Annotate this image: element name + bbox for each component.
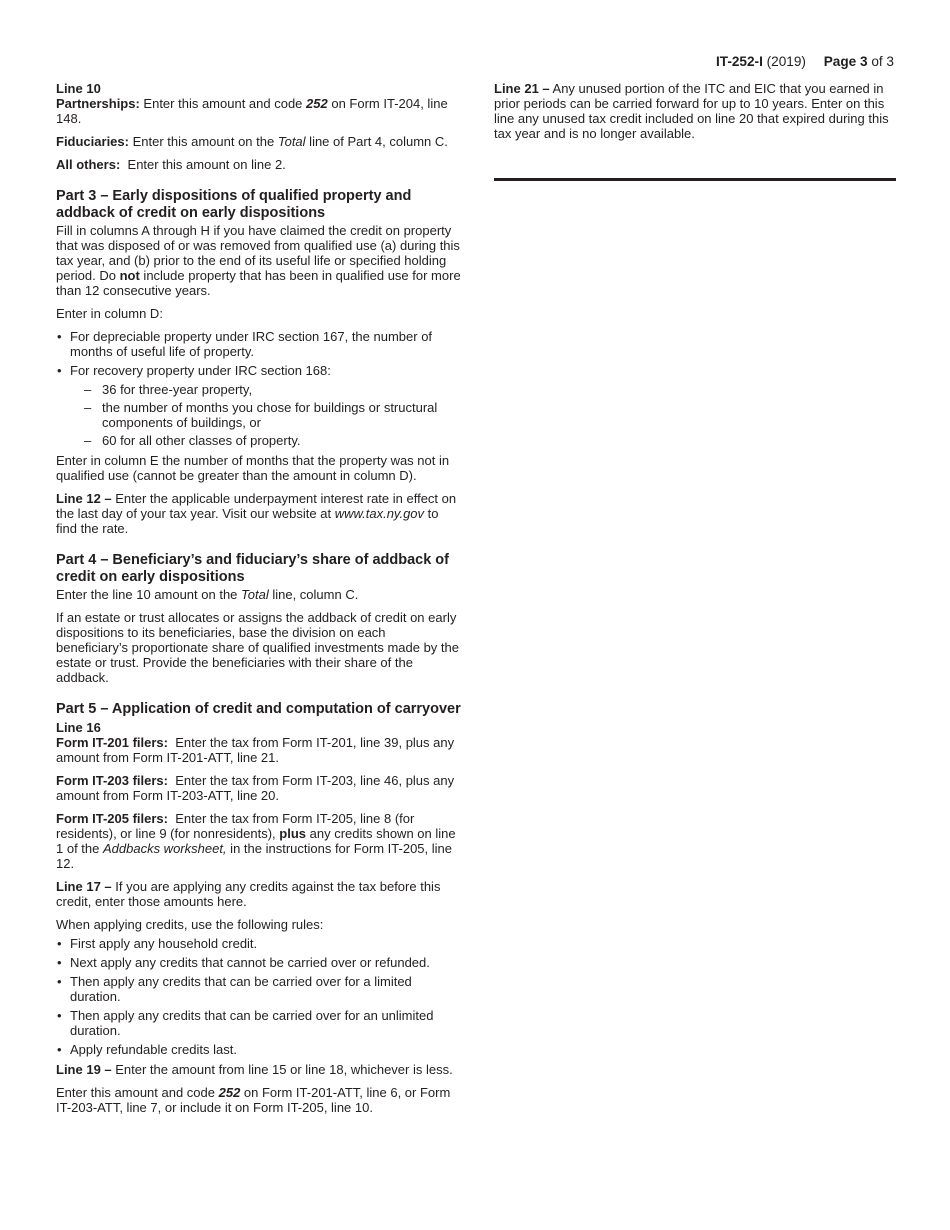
list-item: • Apply refundable credits last. [56, 1042, 461, 1057]
it205-paragraph: Form IT-205 filers: Enter the tax from Form IT-205, line 8 (for residents), or line 9 (for nonresidents), plus any credits shown on line 1 of the Addbacks worksheet, in the instructions for Form IT-205, line 12. [56, 810, 460, 871]
part3-heading: Part 3 – Early dispositions of qualified property and addback of credit on early dispositions [56, 188, 412, 221]
list-item: • First apply any household credit. [56, 936, 461, 951]
line10-title: Line 10 [56, 81, 101, 96]
all-others-paragraph: All others: Enter this amount on line 2. [56, 157, 286, 172]
line16-title: Line 16 [56, 719, 101, 735]
column-d-list [56, 329, 461, 448]
fiduciaries-paragraph: Fiduciaries: Enter this amount on the Total line of Part 4, column C. [56, 134, 448, 149]
form-id: IT-252-I [716, 54, 763, 69]
it203-paragraph: Form IT-203 filers: Enter the tax from Form IT-203, line 46, plus any amount from Form IT-203-ATT, line 20. [56, 772, 458, 803]
page-header [716, 54, 894, 69]
right-column [494, 81, 896, 181]
column-e-paragraph: Enter in column E the number of months that the property was not in qualified use (cannot be greater than the amount in column D). [56, 453, 450, 483]
list-item: – 36 for three-year property, [70, 382, 461, 397]
list-item: • Then apply any credits that can be carried over for an unlimited duration. [56, 1008, 461, 1038]
part3-intro: Fill in columns A through H if you have claimed the credit on property that was disposed of or was removed from qualified use (a) during this tax year, and (b) prior to the end of its useful life or specified holding period. Do not include property that has been in qualified use for more than 12 consecutive years. [56, 223, 461, 298]
list-item: • Then apply any credits that can be carried over for a limited duration. [56, 974, 461, 1004]
rules-intro: When applying credits, use the following rules: [56, 916, 324, 932]
it201-paragraph: Form IT-201 filers: Enter the tax from Form IT-201, line 39, plus any amount from Form IT-201-ATT, line 21. [56, 734, 458, 765]
line12-paragraph: Line 12 – Enter the applicable underpayment interest rate in effect on the last day of your tax year. Visit our website at www.tax.ny.gov to find the rate. [56, 491, 457, 536]
line17-paragraph: Line 17 – If you are applying any credits against the tax before this credit, enter those amounts here. [56, 878, 441, 909]
form-year: (2019) [766, 54, 806, 69]
column-d-intro: Enter in column D: [56, 306, 163, 321]
line19-paragraph: Line 19 – Enter the amount from line 15 or line 18, whichever is less. [56, 1061, 453, 1077]
part4-paragraph-1: Enter the line 10 amount on the Total line, column C. [56, 587, 359, 602]
part4-paragraph-2: If an estate or trust allocates or assigns the addback of credit on early dispositions to its beneficiaries, base the division on each beneficiary’s proportionate share of qualified investments made by the estate or trust. Provide the beneficiaries with their share of the addback. [56, 610, 459, 685]
partnerships-paragraph: Partnerships: Enter this amount and code 252 on Form IT-204, line 148. [56, 96, 448, 126]
recovery-property-list [70, 382, 461, 448]
list-item: • For depreciable property under IRC section 167, the number of months of useful life of property. [56, 329, 461, 359]
website-link[interactable]: www.tax.ny.gov [334, 506, 425, 521]
section-divider [494, 178, 896, 181]
credit-rules-list [56, 936, 461, 1057]
page-of: of 3 [871, 54, 894, 69]
part4-heading: Part 4 – Beneficiary’s and fiduciary’s share of addback of credit on early dispositions [56, 552, 449, 585]
list-item: – the number of months you chose for buildings or structural components of buildings, or [70, 400, 461, 430]
list-item: • For recovery property under IRC section 168: – 36 for three-year property, – the number of months you chose for buildings or structural components of buildings, or – 60 for all other classes of property. [56, 363, 461, 448]
left-column [56, 81, 461, 1123]
final-paragraph: Enter this amount and code 252 on Form IT-201-ATT, line 6, or Form IT-203-ATT, line 7, or include it on Form IT-205, line 10. [56, 1084, 451, 1115]
part5-heading: Part 5 – Application of credit and computation of carryover [56, 701, 461, 717]
line21-paragraph: Line 21 – Any unused portion of the ITC and EIC that you earned in prior periods can be carried forward for up to 10 years. Enter on this line any unused tax credit included on line 20 that expired during this tax year and is no longer available. [494, 81, 889, 141]
list-item: • Next apply any credits that cannot be carried over or refunded. [56, 955, 461, 970]
page-label: Page 3 [823, 54, 868, 69]
list-item: – 60 for all other classes of property. [70, 433, 461, 448]
